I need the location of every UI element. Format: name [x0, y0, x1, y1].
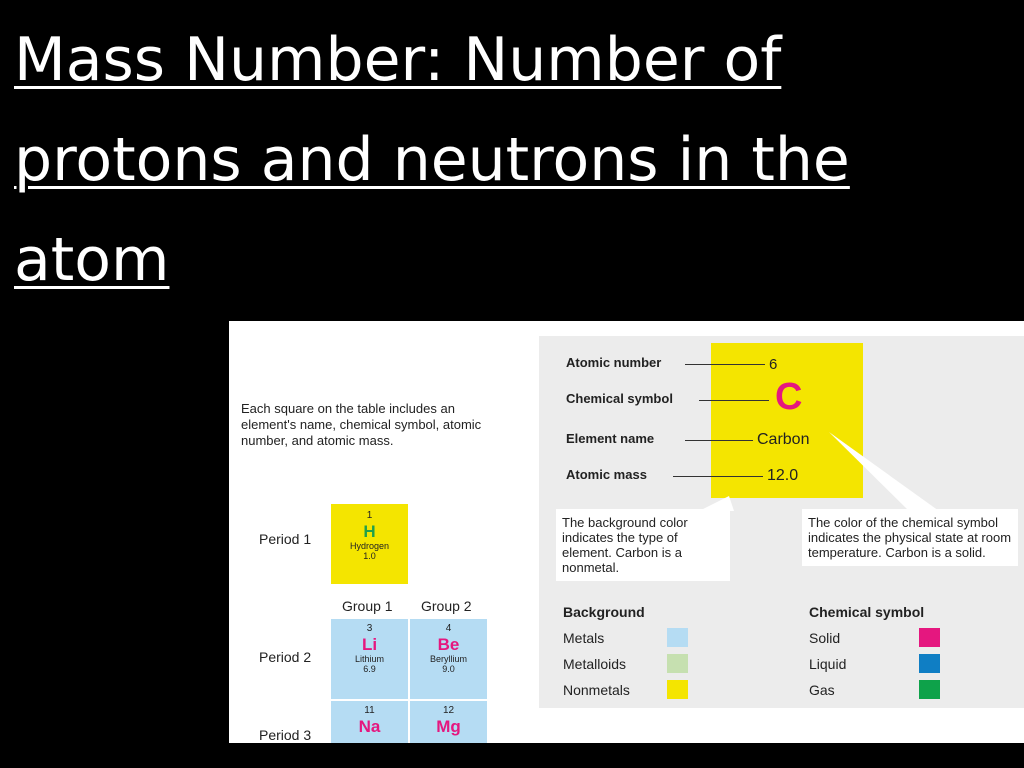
group-1-label: Group 1: [342, 598, 393, 614]
group-2-label: Group 2: [421, 598, 472, 614]
chemical-symbol-label: Chemical symbol: [566, 391, 673, 406]
gas-label: Gas: [809, 682, 835, 698]
hydrogen-cell: [331, 504, 408, 584]
lithium-name: Lithium: [354, 654, 384, 664]
period-2-label: Period 2: [259, 649, 312, 665]
title-line-2: protons and neutrons in the: [14, 125, 850, 195]
magnesium-number: 12: [442, 705, 455, 716]
element-key-panel: [539, 336, 1024, 708]
liquid-label: Liquid: [809, 656, 847, 672]
atomic-number-value: 6: [769, 356, 778, 373]
magnesium-symbol: Mg: [436, 717, 461, 736]
atomic-mass-label: Atomic mass: [566, 467, 647, 482]
sodium-cell: [331, 701, 408, 743]
title-line-1: Mass Number: Number of: [14, 25, 782, 95]
metals-swatch: [667, 628, 688, 647]
metalloids-swatch: [667, 654, 688, 673]
metals-label: Metals: [563, 630, 605, 646]
solid-swatch: [919, 628, 940, 647]
sodium-symbol: Na: [358, 717, 381, 736]
beryllium-number: 4: [445, 623, 452, 634]
background-legend-heading: Background: [563, 604, 645, 620]
sodium-number: 11: [364, 705, 375, 716]
lithium-cell: [331, 619, 408, 699]
solid-label: Solid: [809, 630, 841, 646]
metalloids-label: Metalloids: [563, 656, 627, 672]
symbol-legend-heading: Chemical symbol: [809, 604, 925, 620]
chemical-symbol-value: C: [775, 376, 803, 418]
element-name-value: Carbon: [757, 431, 810, 448]
symbol-note: The color of the chemical symbol indicates the physical state at room temperature. Carbon is a solid.: [802, 509, 1018, 566]
liquid-swatch: [919, 654, 940, 673]
lithium-mass: 6.9: [363, 664, 376, 674]
lithium-number: 3: [366, 623, 373, 634]
hydrogen-symbol: H: [363, 522, 376, 541]
title-line-3: atom: [14, 225, 170, 295]
hydrogen-mass: 1.0: [363, 551, 376, 561]
period-3-label: Period 3: [259, 727, 312, 743]
beryllium-symbol: Be: [437, 635, 460, 654]
element-name-label: Element name: [566, 431, 655, 446]
beryllium-mass: 9.0: [442, 664, 455, 674]
beryllium-name: Beryllium: [429, 654, 467, 664]
lithium-symbol: Li: [361, 635, 378, 654]
intro-text: Each square on the table includes an element's name, chemical symbol, atomic number, and atomic mass.: [241, 401, 482, 448]
nonmetals-swatch: [667, 680, 688, 699]
gas-swatch: [919, 680, 940, 699]
nonmetals-label: Nonmetals: [563, 682, 630, 698]
atomic-mass-value: 12.0: [767, 467, 799, 484]
slide-title: [14, 10, 1014, 310]
hydrogen-name: Hydrogen: [349, 541, 390, 551]
period-1-label: Period 1: [259, 531, 312, 547]
callout-pointers: [539, 336, 1024, 536]
periodic-table-figure: [229, 321, 1024, 743]
beryllium-cell: [410, 619, 487, 699]
hydrogen-number: 1: [366, 510, 373, 521]
right-callout-arrow: [829, 432, 939, 511]
atomic-number-label: Atomic number: [566, 355, 662, 370]
background-note: The background color indicates the type of element. Carbon is a nonmetal.: [556, 509, 730, 581]
magnesium-cell: [410, 701, 487, 743]
